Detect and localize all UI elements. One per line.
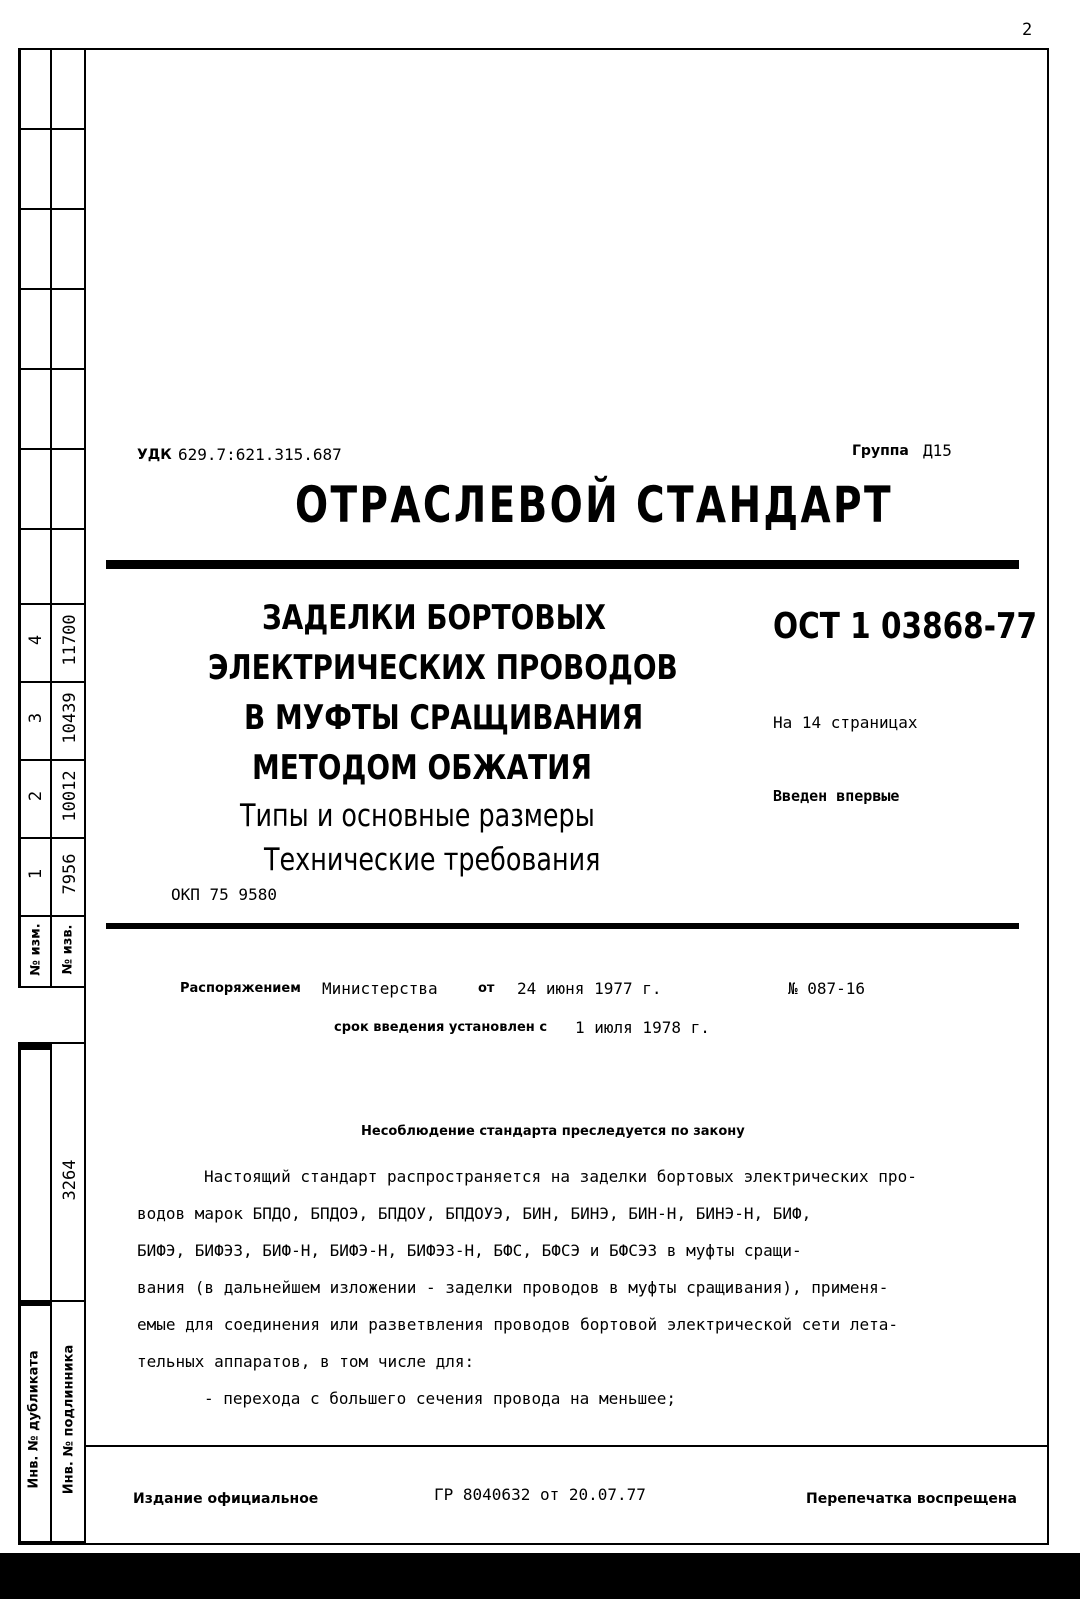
body-line: Настоящий стандарт распространяется на заделки бортовых электрических про- <box>204 1167 917 1186</box>
header-title: ОТРАСЛЕВОЙ СТАНДАРТ <box>295 476 893 534</box>
frame-inner-left-line <box>84 48 86 1543</box>
body-line: емые для соединения или разветвления проводов бортовой электрической сети лета- <box>137 1315 898 1334</box>
body-line: вания (в дальнейшем изложении - заделки проводов в муфты сращивания), применя- <box>137 1278 889 1297</box>
order-from: от <box>478 981 495 996</box>
side-row-line <box>18 368 86 370</box>
side-row-line <box>18 128 86 130</box>
order-date: 24 июня 1977 г. <box>517 979 662 998</box>
footer-reprint-prohibited: Перепечатка воспрещена <box>806 1491 1017 1507</box>
order-number: № 087-16 <box>788 979 866 998</box>
group-label: Группа <box>852 443 909 459</box>
notice-number: 11700 <box>60 614 80 666</box>
change-number: 1 <box>26 868 46 880</box>
side-column-divider-bottom <box>50 1042 52 1542</box>
order-label: Распоряжением <box>180 981 301 996</box>
side-thick-mark <box>18 1042 50 1050</box>
body-line: тельных аппаратов, в том числе для: <box>137 1352 475 1371</box>
side-row-line <box>18 288 86 290</box>
notice-number: 10012 <box>60 770 80 822</box>
header-rule <box>106 560 1019 569</box>
order-ministry: Министерства <box>322 979 438 998</box>
side-column-left-edge-bottom <box>18 1042 21 1542</box>
side-row-line <box>18 986 86 988</box>
side-row-line <box>18 448 86 450</box>
subtitle-line: Типы и основные размеры <box>240 798 595 834</box>
scan-bottom-border <box>0 1553 1080 1599</box>
title-bottom-rule <box>106 923 1019 929</box>
change-label: № изм. <box>28 923 44 976</box>
body-line: - перехода с большего сечения провода на меньшее; <box>204 1389 677 1408</box>
title-line: В МУФТЫ СРАЩИВАНИЯ <box>244 698 644 738</box>
title-line: ЗАДЕЛКИ БОРТОВЫХ <box>262 598 606 638</box>
side-row-line <box>18 528 86 530</box>
change-number: 3 <box>26 712 46 724</box>
notice-label: № изв. <box>60 924 76 975</box>
footer-registration: ГР 8040632 от 20.07.77 <box>434 1485 646 1504</box>
page-number: 2 <box>1022 20 1033 40</box>
term-date: 1 июля 1978 г. <box>575 1018 710 1037</box>
group-value: Д15 <box>923 441 952 460</box>
title-line: МЕТОДОМ ОБЖАТИЯ <box>252 748 592 788</box>
subtitle-line: Технические требования <box>264 842 601 878</box>
okp-code: ОКП 75 9580 <box>171 885 277 904</box>
notice-number: 10439 <box>60 692 80 744</box>
notice-number: 7956 <box>60 853 80 895</box>
udk-value: 629.7:621.315.687 <box>178 445 342 464</box>
side-column-divider <box>50 48 52 988</box>
introduced-note: Введен впервые <box>773 787 900 805</box>
inv-label: Инв. № подлинника <box>61 1344 77 1495</box>
change-number: 4 <box>26 634 46 646</box>
udk-label: УДК <box>137 447 172 463</box>
inv-number: 3264 <box>60 1159 80 1201</box>
change-number: 2 <box>26 790 46 802</box>
dup-label: Инв. № дубликата <box>26 1350 42 1489</box>
body-line: БИФЭ, БИФЭЗ, БИФ-Н, БИФЭ-Н, БИФЭЗ-Н, БФС, БФСЭ и БФСЭЗ в муфты сращи- <box>137 1241 802 1260</box>
side-thick-mark <box>18 1300 50 1306</box>
pages-info: На 14 страницах <box>773 713 918 732</box>
side-row-line <box>18 1541 86 1543</box>
footer-rule <box>86 1445 1047 1447</box>
law-notice: Несоблюдение стандарта преследуется по закону <box>361 1124 745 1139</box>
term-label: срок введения установлен с <box>334 1020 548 1035</box>
footer-official-edition: Издание официальное <box>133 1491 319 1507</box>
body-line: водов марок БПДО, БПДОЭ, БПДОУ, БПДОУЭ, БИН, БИНЭ, БИН-Н, БИНЭ-Н, БИФ, <box>137 1204 812 1223</box>
title-line: ЭЛЕКТРИЧЕСКИХ ПРОВОДОВ <box>208 648 678 688</box>
side-row-line <box>18 208 86 210</box>
standard-code: ОСТ 1 03868-77 <box>773 606 1038 647</box>
side-row-line <box>18 915 86 917</box>
side-column-left-edge <box>18 48 21 988</box>
